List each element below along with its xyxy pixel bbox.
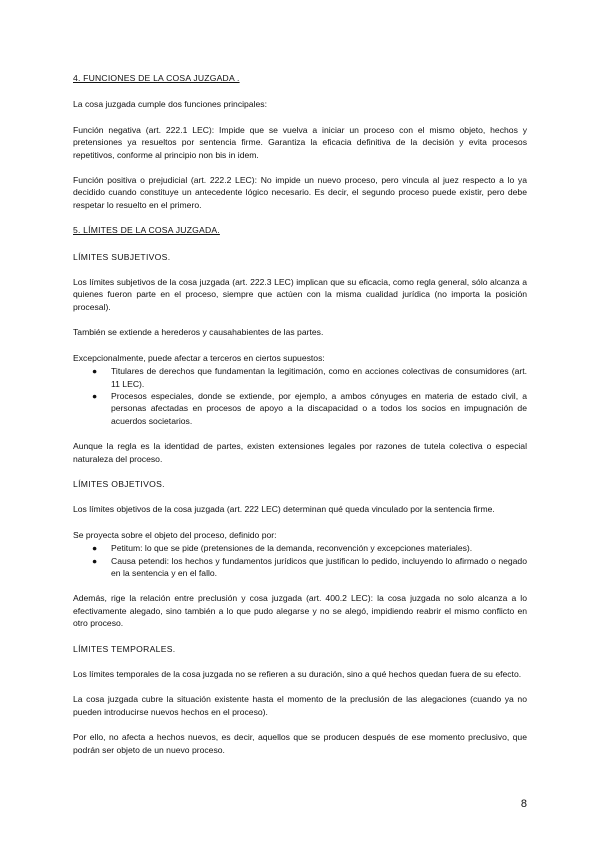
section-heading-funciones: 4. FUNCIONES DE LA COSA JUZGADA . xyxy=(73,73,240,83)
paragraph-temporales-3: Por ello, no afecta a hechos nuevos, es decir, aquellos que se producen después de ese momento preclusivo, que podrán ser objeto de un nuevo proceso. xyxy=(73,732,527,755)
bullet-icon: ● xyxy=(92,543,98,554)
paragraph-objetivos-3: Además, rige la relación entre preclusión y cosa juzgada (art. 400.2 LEC): la cosa juzgada no solo alcanza a lo efectivamente alegado, sino también a lo que pudo alegarse y no se alegó, impidiendo reabrir el mismo conflicto en otro proceso. xyxy=(73,593,527,629)
paragraph-temporales-1: Los límites temporales de la cosa juzgada no se refieren a su duración, sino a qué hechos quedan fuera de su efecto. xyxy=(73,669,522,679)
paragraph-subjetivos-2: También se extiende a herederos y causahabientes de las partes. xyxy=(73,327,324,338)
paragraph-objetivos-2: Se proyecta sobre el objeto del proceso, definido por: xyxy=(73,529,277,540)
list-objetivos xyxy=(73,542,527,579)
paragraph-subjetivos-4: Aunque la regla es la identidad de partes, existen extensiones legales por razones de tutela colectiva o especial naturaleza del proceso. xyxy=(73,441,527,464)
paragraph-subjetivos-3: Excepcionalmente, puede afectar a terceros en ciertos supuestos: xyxy=(73,352,325,363)
subheading-objetivos: LÍMITES OBJETIVOS. xyxy=(73,478,165,489)
subheading-subjetivos: LÍMITES SUBJETIVOS. xyxy=(73,251,171,262)
paragraph-funcion-positiva: Función positiva o prejudicial (art. 222.2 LEC): No impide un nuevo proceso, pero vincula al juez respecto a lo ya decidido cuando constituye un antecedente lógico necesario. Es decir, el segundo proceso puede existir, pero debe respetar lo resuelto en el primero. xyxy=(73,175,527,210)
paragraph-temporales-2: La cosa juzgada cubre la situación existente hasta el momento de la preclusión de las alegaciones (cuando ya no pueden introducirse nuevos hechos en el proceso). xyxy=(73,694,527,717)
paragraph-intro: La cosa juzgada cumple dos funciones principales: xyxy=(73,99,267,110)
list-item: ● Causa petendi: los hechos y fundamentos jurídicos que justifican lo pedido, incluyendo lo afirmado o negado en la sentencia y en el fallo. xyxy=(92,555,527,578)
bullet-icon: ● xyxy=(92,555,98,566)
section-heading-limites: 5. LÍMITES DE LA COSA JUZGADA. xyxy=(73,225,220,236)
paragraph-objetivos-1: Los límites objetivos de la cosa juzgada (art. 222 LEC) determinan qué queda vinculado por la sentencia firme. xyxy=(73,504,495,515)
paragraph-funcion-negativa: Función negativa (art. 222.1 LEC): Impide que se vuelva a iniciar un proceso con el mismo objeto, hechos y pretensiones ya resueltos por sentencia firme. Garantiza la eficacia definitiva de la decisión y evita procesos repetitivos, conforme al principio non bis in idem. xyxy=(73,124,527,160)
subheading-temporales: LÍMITES TEMPORALES. xyxy=(73,643,176,654)
bullet-icon: ● xyxy=(92,366,98,377)
paragraph-subjetivos-1: Los límites subjetivos de la cosa juzgada (art. 222.3 LEC) implican que su eficacia, como regla general, sólo alcanza a quienes fueron parte en el proceso, siempre que actúen con la misma cualidad jurídica (no importa la posición procesal). xyxy=(73,277,527,312)
bullet-icon: ● xyxy=(92,390,98,401)
page-number: 8 xyxy=(520,798,527,810)
document-page xyxy=(73,72,527,769)
list-item: ● Titulares de derechos que fundamentan la legitimación, como en acciones colectivas de consumidores (art. 11 LEC). xyxy=(92,366,527,389)
list-item: ● Petitum: lo que se pide (pretensiones de la demanda, reconvención y excepciones materiales). xyxy=(92,543,473,554)
list-item: ● Procesos especiales, donde se extiende, por ejemplo, a ambos cónyuges en materia de estado civil, a personas afectadas en procesos de apoyo a la discapacidad o a todos los socios en impugnación de acuerdos societarios. xyxy=(92,390,527,426)
list-subjetivos xyxy=(73,365,527,427)
